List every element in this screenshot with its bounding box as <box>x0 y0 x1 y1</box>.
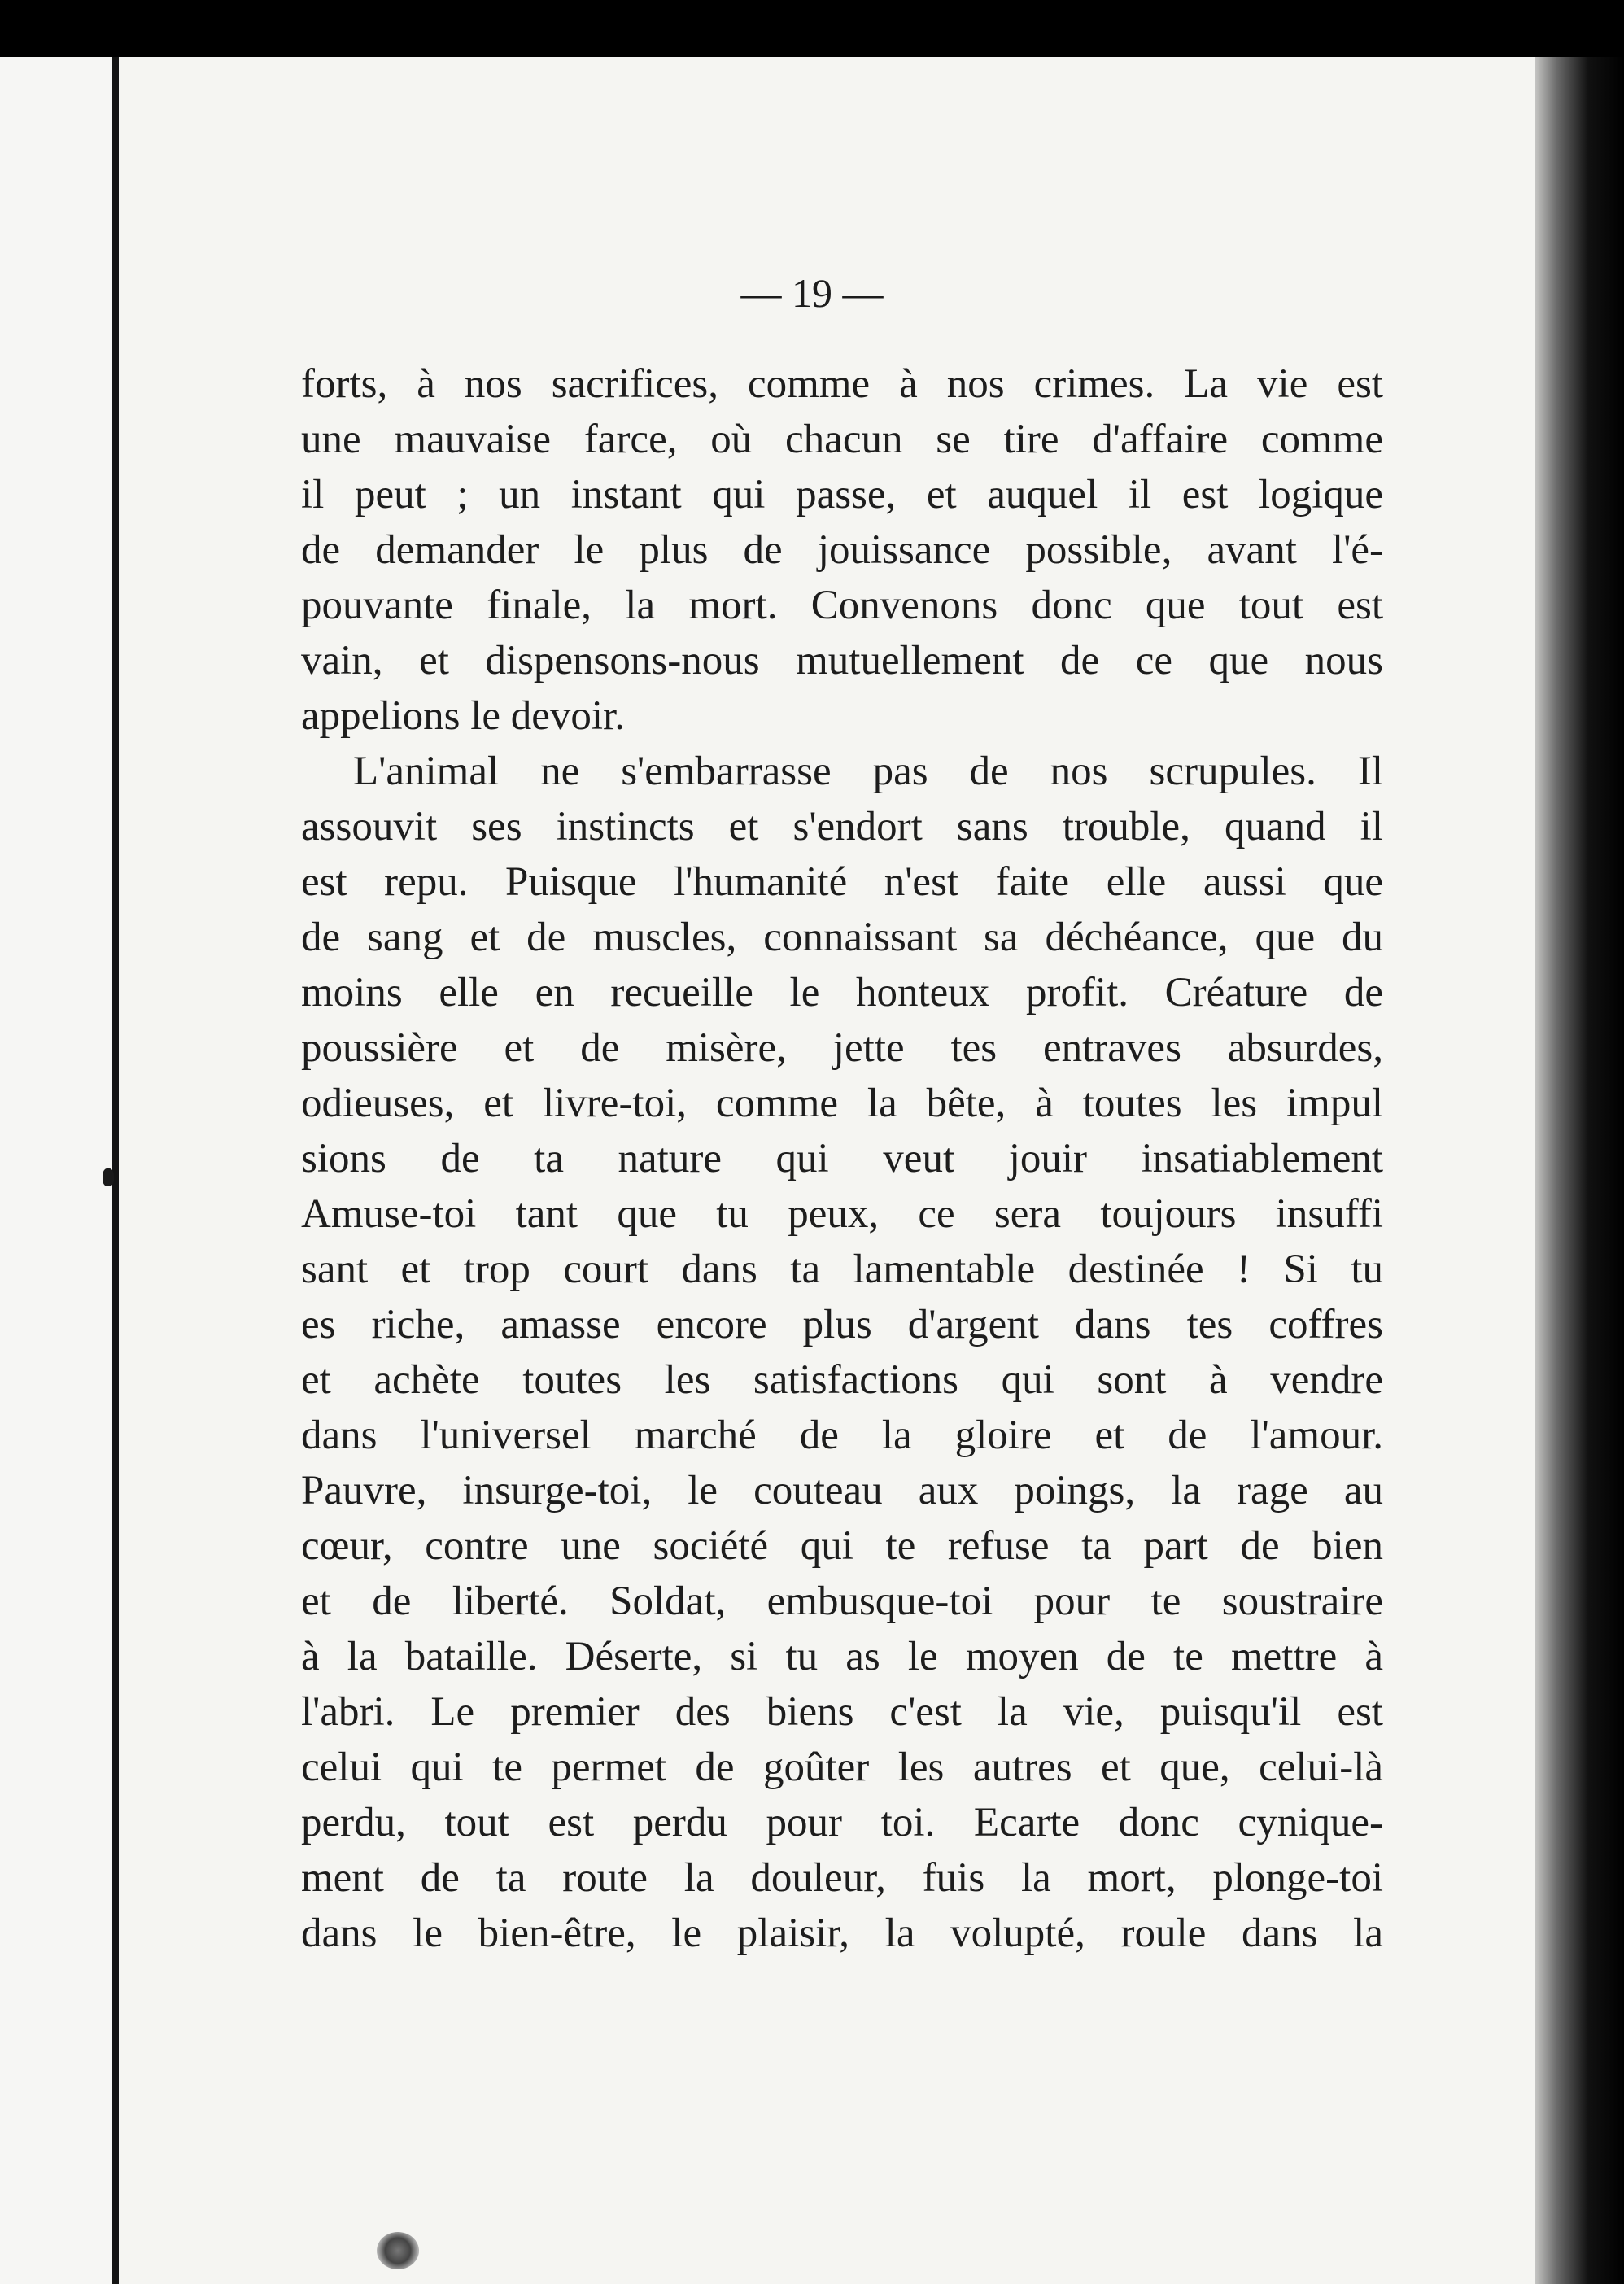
text-line: pouvante finale, la mort. Convenons donc que tout est <box>301 583 1383 628</box>
facing-page-edge <box>0 57 118 2284</box>
text-line: ment de ta route la douleur, fuis la mort, plonge-toi <box>301 1855 1383 1901</box>
text-line: perdu, tout est perdu pour toi. Ecarte donc cynique- <box>301 1800 1383 1845</box>
text-line: sant et trop court dans ta lamentable destinée ! Si tu <box>301 1247 1383 1292</box>
text-line: Pauvre, insurge-toi, le couteau aux poings, la rage au <box>301 1468 1383 1513</box>
text-line: de demander le plus de jouissance possible, avant l'é- <box>301 527 1383 573</box>
text-line: forts, à nos sacrifices, comme à nos crimes. La vie est <box>301 361 1383 407</box>
text-line: vain, et dispensons-nous mutuellement de ce que nous <box>301 638 1383 683</box>
text-line: L'animal ne s'embarrasse pas de nos scrupules. Il <box>353 749 1383 794</box>
text-line: Amuse-toi tant que tu peux, ce sera toujours insuffi <box>301 1191 1383 1237</box>
text-line: il peut ; un instant qui passe, et auquel il est logique <box>301 472 1383 518</box>
text-line: et achète toutes les satisfactions qui sont à vendre <box>301 1357 1383 1403</box>
text-line: est repu. Puisque l'humanité n'est faite elle aussi que <box>301 859 1383 905</box>
text-line: es riche, amasse encore plus d'argent dans tes coffres <box>301 1302 1383 1347</box>
text-line: et de liberté. Soldat, embusque-toi pour te soustraire <box>301 1579 1383 1624</box>
page-edge-shadow <box>1535 57 1624 2284</box>
library-stamp-icon <box>377 2232 419 2269</box>
page-number: — 19 — <box>740 270 884 316</box>
book-gutter-line <box>112 57 119 2284</box>
text-line: dans le bien-être, le plaisir, la volupté, roule dans la <box>301 1911 1383 1956</box>
text-line: une mauvaise farce, où chacun se tire d'affaire comme <box>301 417 1383 462</box>
text-line: appelions le devoir. <box>301 693 625 739</box>
text-line: moins elle en recueille le honteux profit. Créature de <box>301 970 1383 1015</box>
scan-speck <box>103 1168 114 1186</box>
text-line: l'abri. Le premier des biens c'est la vie, puisqu'il est <box>301 1689 1383 1735</box>
text-line: poussière et de misère, jette tes entraves absurdes, <box>301 1025 1383 1071</box>
paragraph-1 <box>301 356 1383 744</box>
text-line: odieuses, et livre-toi, comme la bête, à toutes les impul <box>301 1081 1383 1126</box>
text-line: celui qui te permet de goûter les autres et que, celui-là <box>301 1745 1383 1790</box>
paragraph-2 <box>301 744 1383 1961</box>
text-line: cœur, contre une société qui te refuse ta part de bien <box>301 1523 1383 1569</box>
text-line: à la bataille. Déserte, si tu as le moyen de te mettre à <box>301 1634 1383 1679</box>
text-line: dans l'universel marché de la gloire et de l'amour. <box>301 1413 1383 1458</box>
text-line: assouvit ses instincts et s'endort sans trouble, quand il <box>301 804 1383 849</box>
text-line: de sang et de muscles, connaissant sa déchéance, que du <box>301 915 1383 960</box>
text-line: sions de ta nature qui veut jouir insatiablement <box>301 1136 1383 1181</box>
page-body-text <box>301 356 1383 1961</box>
